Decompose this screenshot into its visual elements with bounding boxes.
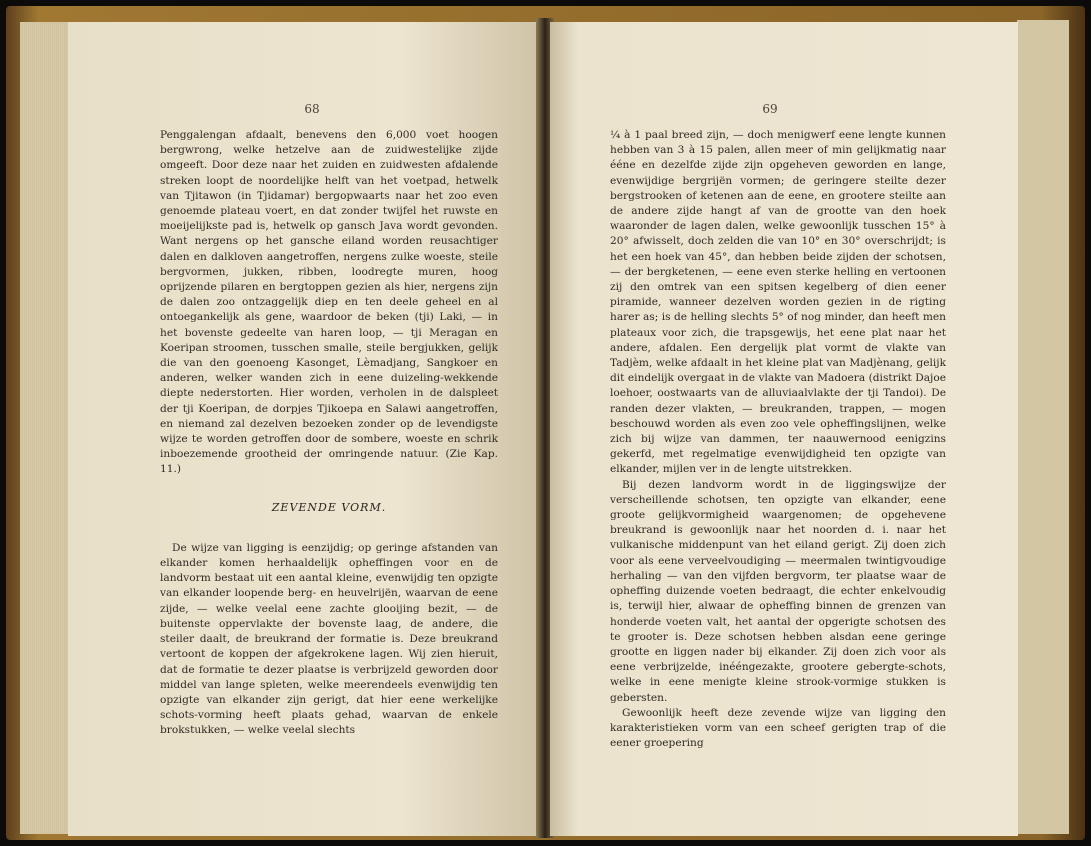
page-number: 69 (762, 102, 778, 116)
left-page (68, 22, 540, 836)
paragraph: ¼ à 1 paal breed zijn, — doch menigwerf eene lengte kunnen hebben van 3 à 15 palen, allen meer of min gelijkmatig naar ééne en dezelfde zijde zijn opgeheven geworden en lange, evenwijdige bergrijën vormen; de geringere steilte dezer bergstrooken of ketenen aan de eene, en grootere steilte aan de andere zijde hangt af van de grootte van den hoek waaronder de lagen dalen, welke gewoonlijk tusschen 15° à 20° afwisselt, doch zelden die van 10° en 30° overschrijdt; is het een hoek van 45°, dan hebben beide zijden der schotsen, — der bergketenen, — eene even sterke helling en vertoonen zij den omtrek van een spitsen kegelberg of dien eener piramide, wanneer dezelven worden gezien in de rigting harer as; is de helling slechts 5° of nog minder, dan heeft men plateaux voor zich, die trapsgewijs, het eene plat naar het andere, afdalen. Een dergelijk plat vormt de vlakte van Tadjèm, welke afdaalt in het kleine plat van Madjènang, gelijk dit eindelijk overgaat in de vlakte van Madoera (distrikt Dajoe loehoer, oostwaarts van de alluviaalvlakte der tji Tandoi). De randen dezer vlakten, — breukranden, trappen, — mogen beschouwd worden als even zoo vele opheffingslijnen, welke zich bij wijze van dammen, ter naauwernood eenigzins gekerfd, met regelmatige evenwijdigheid ten opzigte van elkander, mijlen ver in de lengte uitstrekken. (610, 129, 946, 476)
paragraph: Bij dezen landvorm wordt in de liggingswijze der verscheillende schotsen, ten opzigte van elkander, eene groote gelijkvormigheid waargenomen; de opgehevene breukrand is gewoonlijk naar het noorden d. i. naar het vulkanische middenpunt van het eiland gerigt. Zij doen zich voor als eene verveelvoudiging — meermalen twintigvoudige herhaling — van den vijfden bergvorm, ter plaatse waar de opheffing duizende voeten bedraagt, die echter enkelvoudig is, terwijl hier, alwaar de opheffing binnen de grenzen van honderde voeten valt, het aantal der opgerigte schotsen des te grooter is. Deze schotsen hebben alsdan eene geringe grootte en liggen nader bij elkander. Zij doen zich voor als eene verbrijzelde, inééngezakte, grootere gebergte-schots, welke in eene menigte kleine strook-vormige stukken is gebersten. (610, 478, 946, 704)
right-page-text (610, 128, 946, 751)
paragraph: Penggalengan afdaalt, benevens den 6,000 voet hoogen bergwrong, welke hetzelve aan de zuidwestelijke zijde omgeeft. Door deze naar het zuiden en zuidwesten afdalende streken loopt de noordelijke helft van het voetpad, hetwelk van Tjitawon (in Tjidamar) bergopwaarts naar het zoo even genoemde plateau voert, en dat zonder twijfel het ruwste en moeijelijkste pad is, hetwelk op gansch Java wordt gevonden. Want nergens op het gansche eiland worden reusachtiger dalen en dalkloven aangetroffen, nergens zulke woeste, steile bergvormen, jukken, ribben, loodregte muren, hoog oprijzende pilaren en bergtoppen gezien als hier, nergens zijn de dalen zoo ontzaggelijk diep en ten deele geheel en al ontoegankelijk als gene, waardoor de beken (tji) Laki, — in het bovenste gedeelte van haren loop, — tji Meragan en Koeripan stroomen, tusschen smalle, steile bergjukken, gelijk die van den goenoeng Kasonget, Lèmadjang, Sangkoer en anderen, welker wanden zich in eene duizeling-wekkende diepte nederstorten. Hier worden, verholen in de dalspleet der tji Koeripan, de dorpjes Tjikoepa en Salawi aangetroffen, en niemand zal dezelven bezoeken zonder op de levendigste wijze te worden getroffen door de sombere, woeste en schrik inboezemende grootheid der omringende natuur. (Zie Kap. 11.) (160, 129, 498, 476)
page-number: 68 (304, 102, 320, 116)
section-heading: ZEVENDE VORM. (271, 500, 387, 514)
right-page (550, 22, 1018, 836)
paragraph: Gewoonlijk heeft deze zevende wijze van ligging den karakteristieken vorm van een scheef gerigten trap of die eener groepering (610, 706, 946, 750)
paragraph: De wijze van ligging is eenzijdig; op geringe afstanden van elkander komen herhaaldelijk opheffingen voor en de landvorm bestaat uit een aantal kleine, evenwijdig ten opzigte van elkander loopende berg- en heuvelrijën, waarvan de eene zijde, — welke veelal eene zachte glooijing bezit, — de buitenste oppervlakte der bovenste laag, de andere, die steiler daalt, de breukrand der formatie is. Deze breukrand vertoont de koppen der afgekrokene lagen. Wij zien hieruit, dat de formatie te dezer plaatse is verbrijzeld geworden door middel van lange spleten, welke meerendeels evenwijdig ten opzigte van elkander zijn gerigt, dat hier eene werkelijke schots-vorming heeft plaats gehad, waarvan de enkele brokstukken, — welke veelal slechts (160, 541, 498, 737)
page-edges-right (1017, 20, 1069, 834)
left-page-text (160, 128, 498, 739)
